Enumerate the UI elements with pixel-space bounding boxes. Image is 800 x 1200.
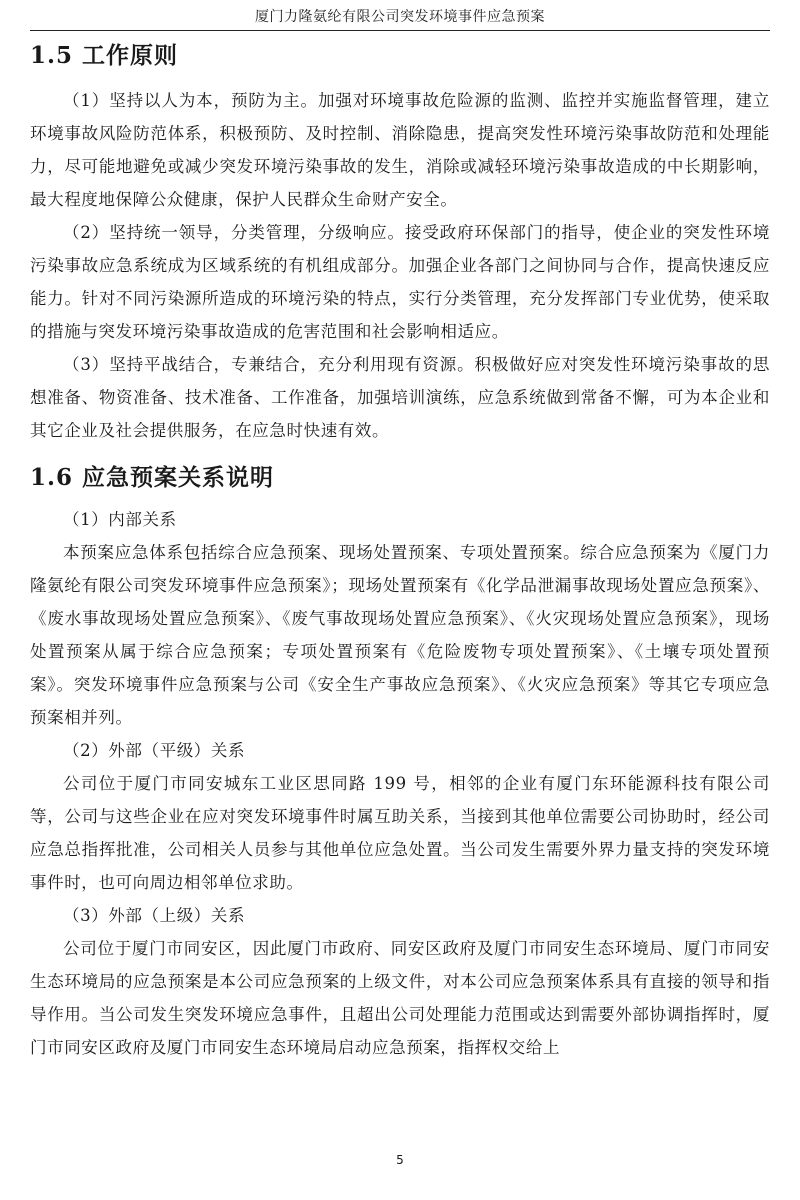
- page-number: 5: [396, 1153, 404, 1167]
- principle-paragraph-3: （3）坚持平战结合，专兼结合，充分利用现有资源。积极做好应对突发性环境污染事故的思想准备、物资准备、技术准备、工作准备，加强培训演练，应急系统做到常备不懈，可为本企业和其它企业及社会提供服务，在应急时快速有效。: [30, 355, 770, 440]
- principle-paragraph-1: （1）坚持以人为本，预防为主。加强对环境事故危险源的监测、监控并实施监督管理，建立环境事故风险防范体系，积极预防、及时控制、消除隐患，提高突发性环境污染事故防范和处理能力，尽可能地避免或减少突发环境污染事故的发生，消除或减轻环境污染事故造成的中长期影响，最大程度地保障公众健康，保护人民群众生命财产安全。: [30, 91, 770, 209]
- subsection-title-external-peer: （2）外部（平级）关系: [63, 741, 246, 760]
- subsection-text-external-superior: 公司位于厦门市同安区，因此厦门市政府、同安区政府及厦门市同安生态环境局、厦门市同安生态环境局的应急预案是本公司应急预案的上级文件，对本公司应急预案体系具有直接的领导和指导作用。当公司发生突发环境应急事件，且超出公司处理能力范围或达到需要外部协调指挥时，厦门市同安区政府及厦门市同安生态环境局启动应急预案，指挥权交给上: [30, 939, 770, 1057]
- subsection-title-external-superior: （3）外部（上级）关系: [63, 906, 246, 925]
- page-content: [30, 34, 770, 1064]
- running-header: 厦门力隆氨纶有限公司突发环境事件应急预案: [255, 9, 545, 25]
- section-heading-plan-relations: 1.6 应急预案关系说明: [30, 464, 275, 491]
- subsection-text-internal: 本预案应急体系包括综合应急预案、现场处置预案、专项处置预案。综合应急预案为《厦门力隆氨纶有限公司突发环境事件应急预案》；现场处置预案有《化学品泄漏事故现场处置应急预案》、《废水事故现场处置应急预案》、《废气事故现场处置应急预案》、《火灾现场处置应急预案》，现场处置预案从属于综合应急预案；专项处置预案有《危险废物专项处置预案》、《土壤专项处置预案》。突发环境事件应急预案与公司《安全生产事故应急预案》、《火灾应急预案》等其它专项应急预案相并列。: [30, 543, 770, 727]
- header-divider: [30, 30, 770, 31]
- subsection-title-internal: （1）内部关系: [63, 510, 177, 529]
- subsection-text-external-peer: 公司位于厦门市同安城东工业区思同路 199 号，相邻的企业有厦门东环能源科技有限公司等，公司与这些企业在应对突发环境事件时属互助关系，当接到其他单位需要公司协助时，经公司应急总指挥批准，公司相关人员参与其他单位应急处置。当公司发生需要外界力量支持的突发环境事件时，也可向周边相邻单位求助。: [30, 774, 770, 892]
- section-heading-work-principles: 1.5 工作原则: [30, 42, 179, 69]
- principle-paragraph-2: （2）坚持统一领导，分类管理，分级响应。接受政府环保部门的指导，使企业的突发性环境污染事故应急系统成为区域系统的有机组成部分。加强企业各部门之间协同与合作，提高快速反应能力。针对不同污染源所造成的环境污染的特点，实行分类管理，充分发挥部门专业优势，使采取的措施与突发环境污染事故造成的危害范围和社会影响相适应。: [30, 223, 770, 341]
